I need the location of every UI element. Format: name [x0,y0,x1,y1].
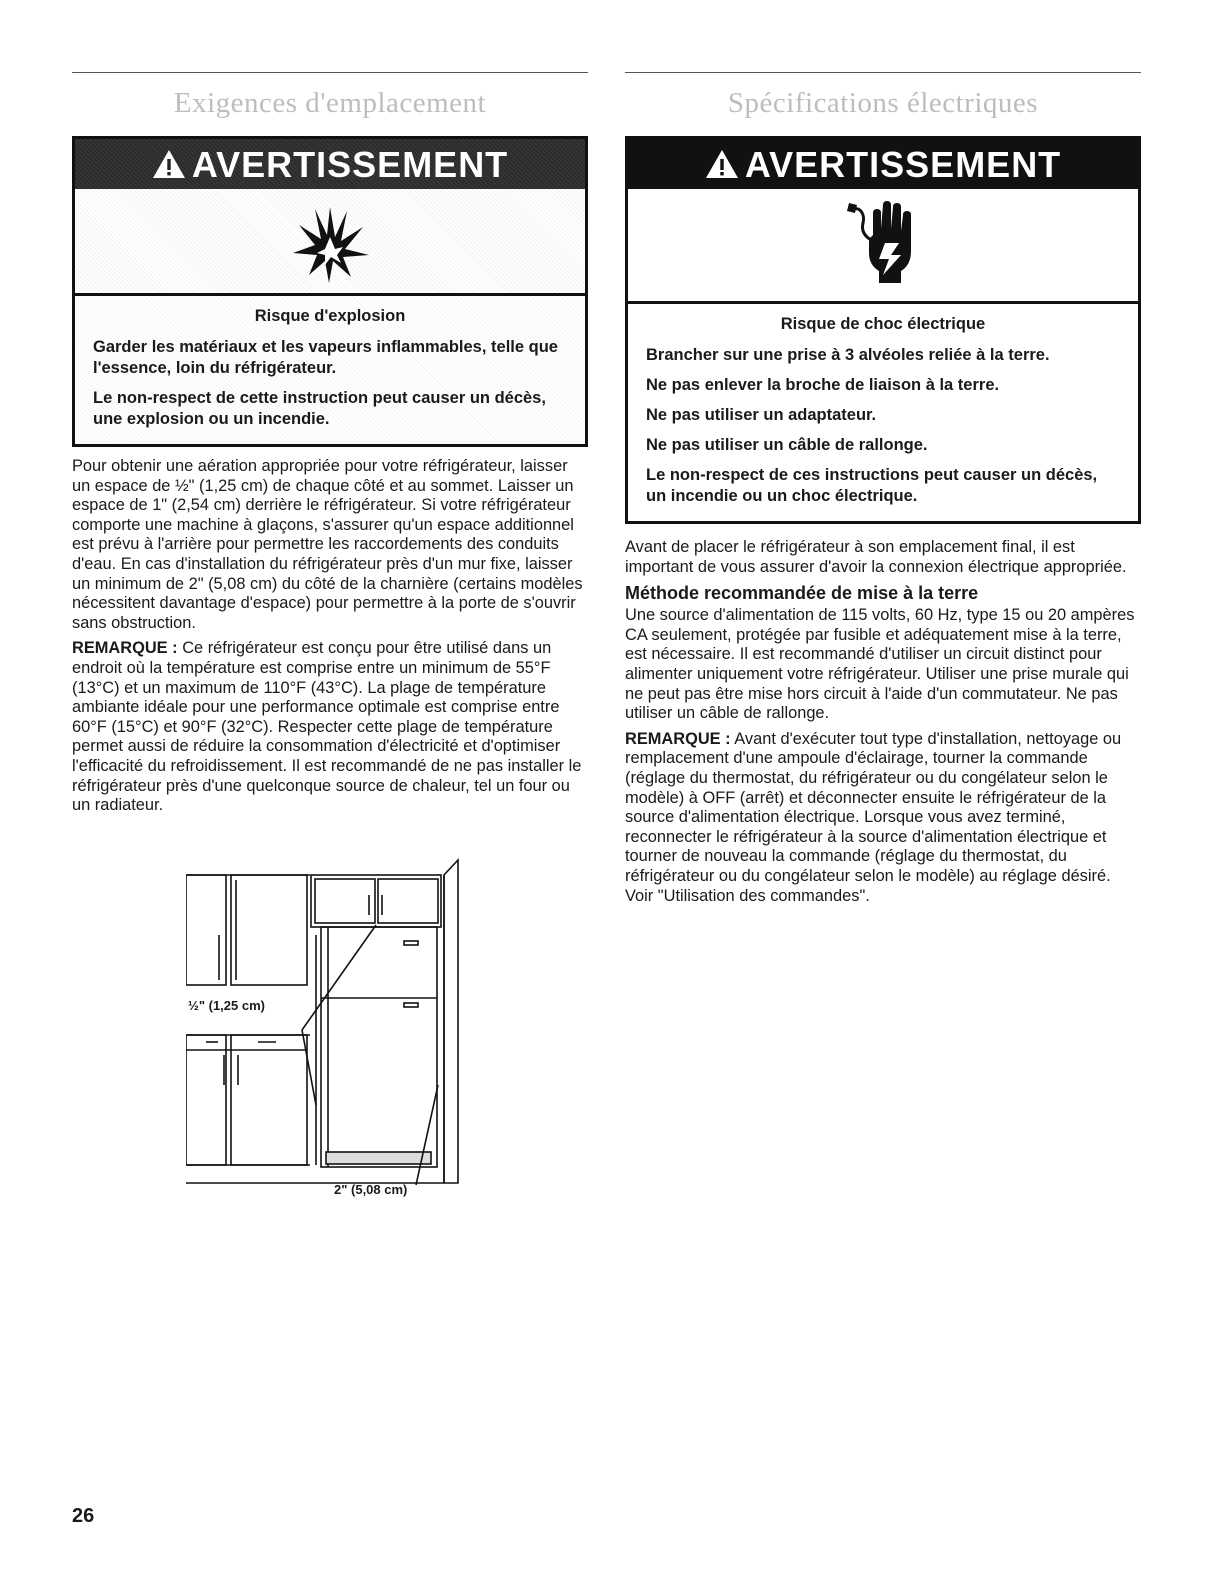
warning-header [628,139,1138,189]
warning-line: Le non-respect de ces instructions peut causer un décès, un incendie ou un choc électrique. [646,466,1098,505]
connection-paragraph: Avant de placer le réfrigérateur à son emplacement final, il est important de vous assurer d'avoir la connexion électrique appropriée. [625,538,1127,576]
warning-icon-area [75,189,585,296]
warning-body [75,296,585,444]
note-text: Avant d'exécuter tout type d'installation, nettoyage ou remplacement d'une ampoule d'éclairage, tourner la commande (réglage du thermostat, du réfrigérateur ou du congélateur selon le modèle) à OFF (arrêt) et déconnecter ensuite le réfrigérateur de la source d'alimentation électrique. Lorsque vous avez terminé, reconnecter le réfrigérateur à la source d'alimentation électrique et tourner de nouveau la commande (réglage du thermostat, du réfrigérateur ou du congélateur selon le modèle) au réglage désiré. Voir "Utilisation des commandes". [625,729,1122,905]
warning-icon-area [628,189,1138,304]
page-number: 26 [72,1505,95,1527]
warning-box-explosion [72,136,588,447]
warning-box-electric-shock [625,136,1141,524]
figure-label-side-clearance: 2" (5,08 cm) [334,1182,408,1197]
warning-body [628,304,1138,521]
warning-header-text: AVERTISSEMENT [744,144,1062,185]
refrigerator-diagram-art [186,855,476,1205]
section-rule [72,72,588,73]
warning-line: Ne pas utiliser un adaptateur. [646,406,877,424]
electrical-note [625,730,1141,906]
refrigerator-clearance-diagram [186,855,476,1205]
warning-header [75,139,585,189]
figure-label-top-clearance: ½" (1,25 cm) [188,998,265,1013]
right-column [625,72,1141,912]
warning-risk-title: Risque de choc électrique [780,315,986,333]
warning-line: Garder les matériaux et les vapeurs inflammables, telle que l'essence, loin du réfrigérateur. [93,338,558,377]
warning-triangle-icon [152,141,186,193]
warning-line: Le non-respect de cette instruction peut causer un décès, une explosion ou un incendie. [93,389,546,428]
warning-header-text: AVERTISSEMENT [191,144,509,185]
section-title-location: Exigences d'emplacement [173,87,487,119]
ventilation-paragraph: Pour obtenir une aération appropriée pour votre réfrigérateur, laisser un espace de ½" (1,25 cm) de chaque côté et au sommet. Laisser un espace de 1" (2,54 cm) derrière le réfrigérateur. Si votre réfrigérateur comporte une machine à glaçons, s'assurer qu'un espace additionnel est prévu à l'arrière pour permettre les raccordements des conduits d'eau. En cas d'installation du réfrigérateur près d'un mur fixe, laisser un minimum de 2" (5,08 cm) du côté de la charnière (certains modèles nécessitent davantage d'espace) pour permettre à la porte de s'ouvrir sans obstruction. [72,457,583,632]
temperature-note [72,639,588,815]
note-text: Ce réfrigérateur est conçu pour être utilisé dans un endroit où la température est comprise entre un minimum de 55°F (13°C) et un maximum de 110°F (43°C). La plage de température ambiante idéale pour une performance optimale est comprise entre 60°F (15°C) et 90°F (32°C). Respecter cette plage de température permet aussi de réduire la consommation d'électricité et d'optimiser l'efficacité du refroidissement. Il est recommandé de ne pas installer le réfrigérateur près d'une quelconque source de chaleur, tel un four ou un radiateur. [72,639,582,815]
electric-shock-icon [843,195,923,295]
note-label: REMARQUE : [625,729,731,748]
grounding-subheading: Méthode recommandée de mise à la terre [625,583,979,604]
warning-line: Ne pas utiliser un câble de rallonge. [646,436,928,454]
warning-triangle-icon [705,141,739,193]
warning-line: Ne pas enlever la broche de liaison à la terre. [646,376,1000,394]
explosion-icon [285,197,375,287]
section-rule [625,72,1141,73]
left-column [72,72,588,822]
note-label: REMARQUE : [72,639,178,658]
power-supply-paragraph: Une source d'alimentation de 115 volts, 60 Hz, type 15 ou 20 ampères CA seulement, protégée par fusible et adéquatement mise à la terre, est nécessaire. Il est recommandé d'utiliser un circuit distinct pour alimenter uniquement votre réfrigérateur. Utiliser une prise murale qui ne peut pas être mise hors circuit à l'aide d'un commutateur. Ne pas utiliser un câble de rallonge. [625,606,1135,723]
warning-risk-title: Risque d'explosion [254,307,406,325]
section-title-electrical: Spécifications électriques [727,87,1039,119]
warning-line: Brancher sur une prise à 3 alvéoles reliée à la terre. [646,346,1050,364]
